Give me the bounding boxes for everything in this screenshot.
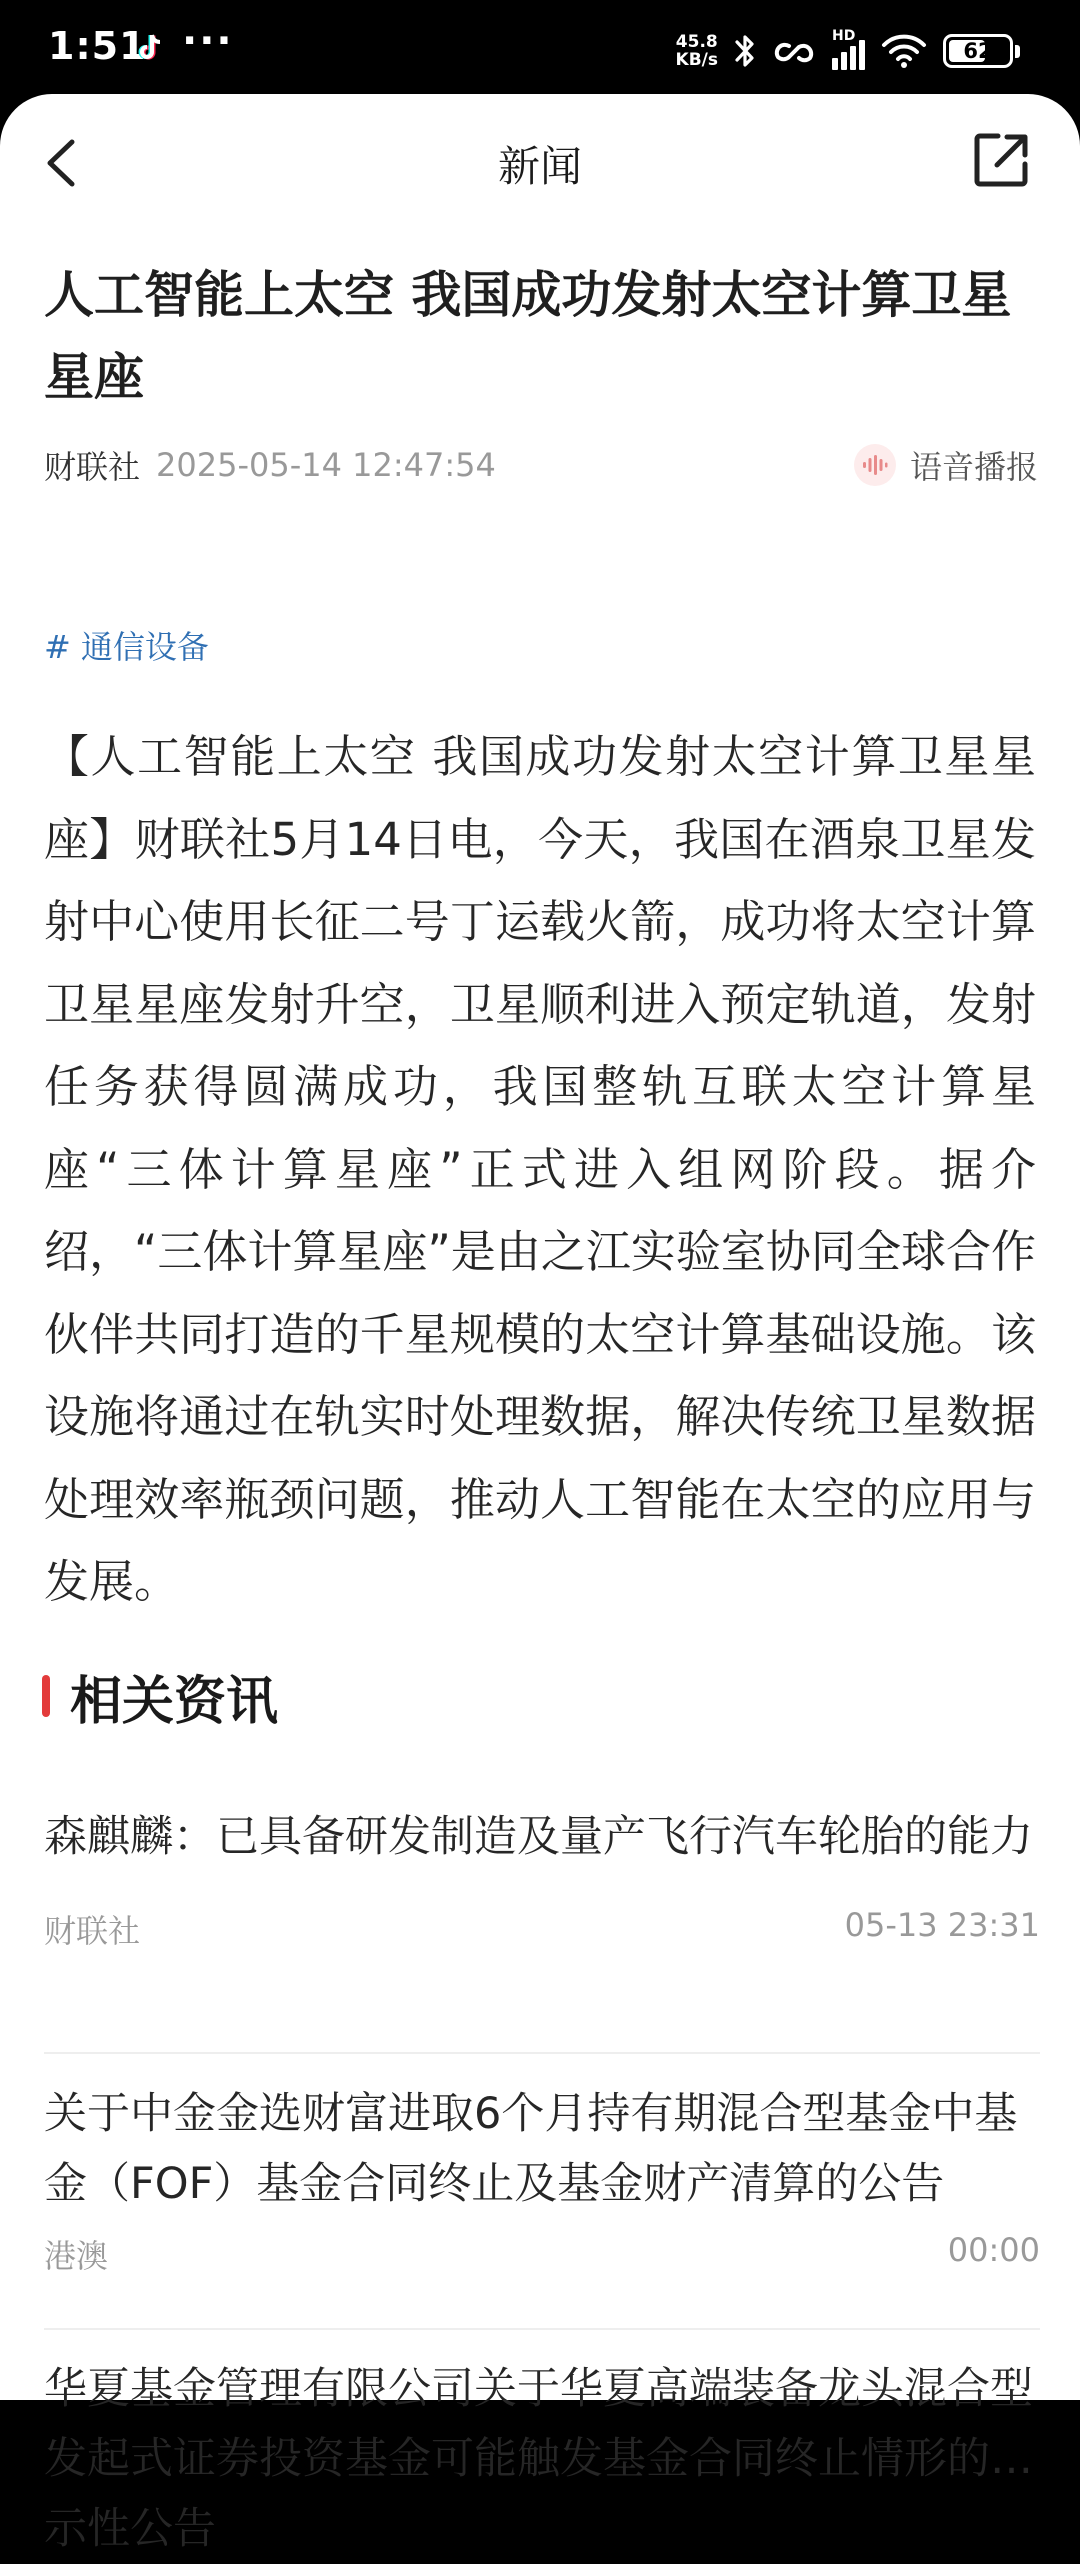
related-news-item[interactable] <box>44 2079 1040 2277</box>
article-source: 财联社 <box>44 448 141 486</box>
link-icon <box>772 34 816 68</box>
tag-link[interactable] <box>44 622 209 668</box>
news-item-source: 港澳 <box>44 2237 109 2275</box>
page-title: 新闻 <box>497 142 582 191</box>
heading-accent-bar <box>42 1675 50 1717</box>
signal-bar-icon <box>832 58 838 70</box>
battery-icon <box>943 34 1013 68</box>
news-page <box>0 94 1080 2554</box>
net-speed <box>676 33 718 69</box>
divider <box>44 2328 1040 2330</box>
status-indicators <box>676 26 1020 76</box>
news-item-meta <box>44 1906 1040 1952</box>
news-item-source: 财联社 <box>44 1912 141 1950</box>
related-news-item[interactable] <box>44 2354 1040 2554</box>
net-speed-unit: KB/s <box>675 50 718 70</box>
news-item-title: 华夏基金管理有限公司关于华夏高端装备龙头混合型发起式证券投资基金可能触发基金合同终止情形的提示性公告 <box>44 2364 1033 2554</box>
wifi-icon <box>881 33 927 69</box>
related-heading-label: 相关资讯 <box>70 1671 279 1732</box>
net-speed-value: 45.8 <box>675 32 718 52</box>
battery-indicator <box>943 34 1020 68</box>
article-datetime: 2025-05-14 12:47:54 <box>156 446 496 484</box>
article-headline: 人工智能上太空 我国成功发射太空计算卫星星座 <box>44 266 1012 406</box>
news-item-title: 关于中金金选财富进取6个月持有期混合型基金中基金（FOF）基金合同终止及基金财产清算的公告 <box>44 2089 1018 2209</box>
signal-bar-icon <box>841 52 847 70</box>
news-item-title: 森麒麟：已具备研发制造及量产飞行汽车轮胎的能力 <box>44 1812 1033 1862</box>
signal-bar-icon <box>859 40 865 70</box>
related-heading <box>42 1666 279 1732</box>
news-item-time: 05-13 23:31 <box>844 1906 1040 1944</box>
hash-icon: # <box>44 628 71 666</box>
share-icon[interactable] <box>972 130 1032 190</box>
news-item-time: 00:00 <box>947 2231 1040 2269</box>
news-item-meta <box>44 2231 1040 2277</box>
article-body: 【人工智能上太空 我国成功发射太空计算卫星星座】财联社5月14日电，今天，我国在酒泉卫星发射中心使用长征二号丁运载火箭，成功将太空计算卫星星座发射升空，卫星顺利进入预定轨道，发射任务获得圆满成功，我国整轨互联太空计算星座“三体计算星座”正式进入组网阶段。据介绍，“三体计算星座”是由之江实验室协同全球合作伙伴共同打造的千星规模的太空计算基础设施。该设施将通过在轨实时处理数据，解决传统卫星数据处理效率瓶颈问题，推动人工智能在太空的应用与发展。 <box>44 730 1036 1608</box>
battery-level: 62 <box>963 39 993 63</box>
signal-bar-icon <box>850 46 856 70</box>
article-meta <box>44 440 1038 490</box>
related-news-item[interactable] <box>44 1802 1040 1952</box>
tiktok-icon <box>132 30 168 66</box>
divider <box>44 2052 1040 2054</box>
tts-button[interactable] <box>854 442 1038 488</box>
tts-label: 语音播报 <box>909 448 1038 486</box>
status-bar <box>0 0 1080 100</box>
cell-signal <box>832 28 865 70</box>
status-time: 1:51 <box>48 24 147 68</box>
signal-hd-label: HD <box>832 28 856 44</box>
bluetooth-icon <box>734 32 756 70</box>
status-more-icon: ··· <box>182 18 234 64</box>
battery-tip <box>1015 45 1020 58</box>
sound-wave-icon <box>854 444 896 486</box>
tag-label: 通信设备 <box>80 628 209 666</box>
